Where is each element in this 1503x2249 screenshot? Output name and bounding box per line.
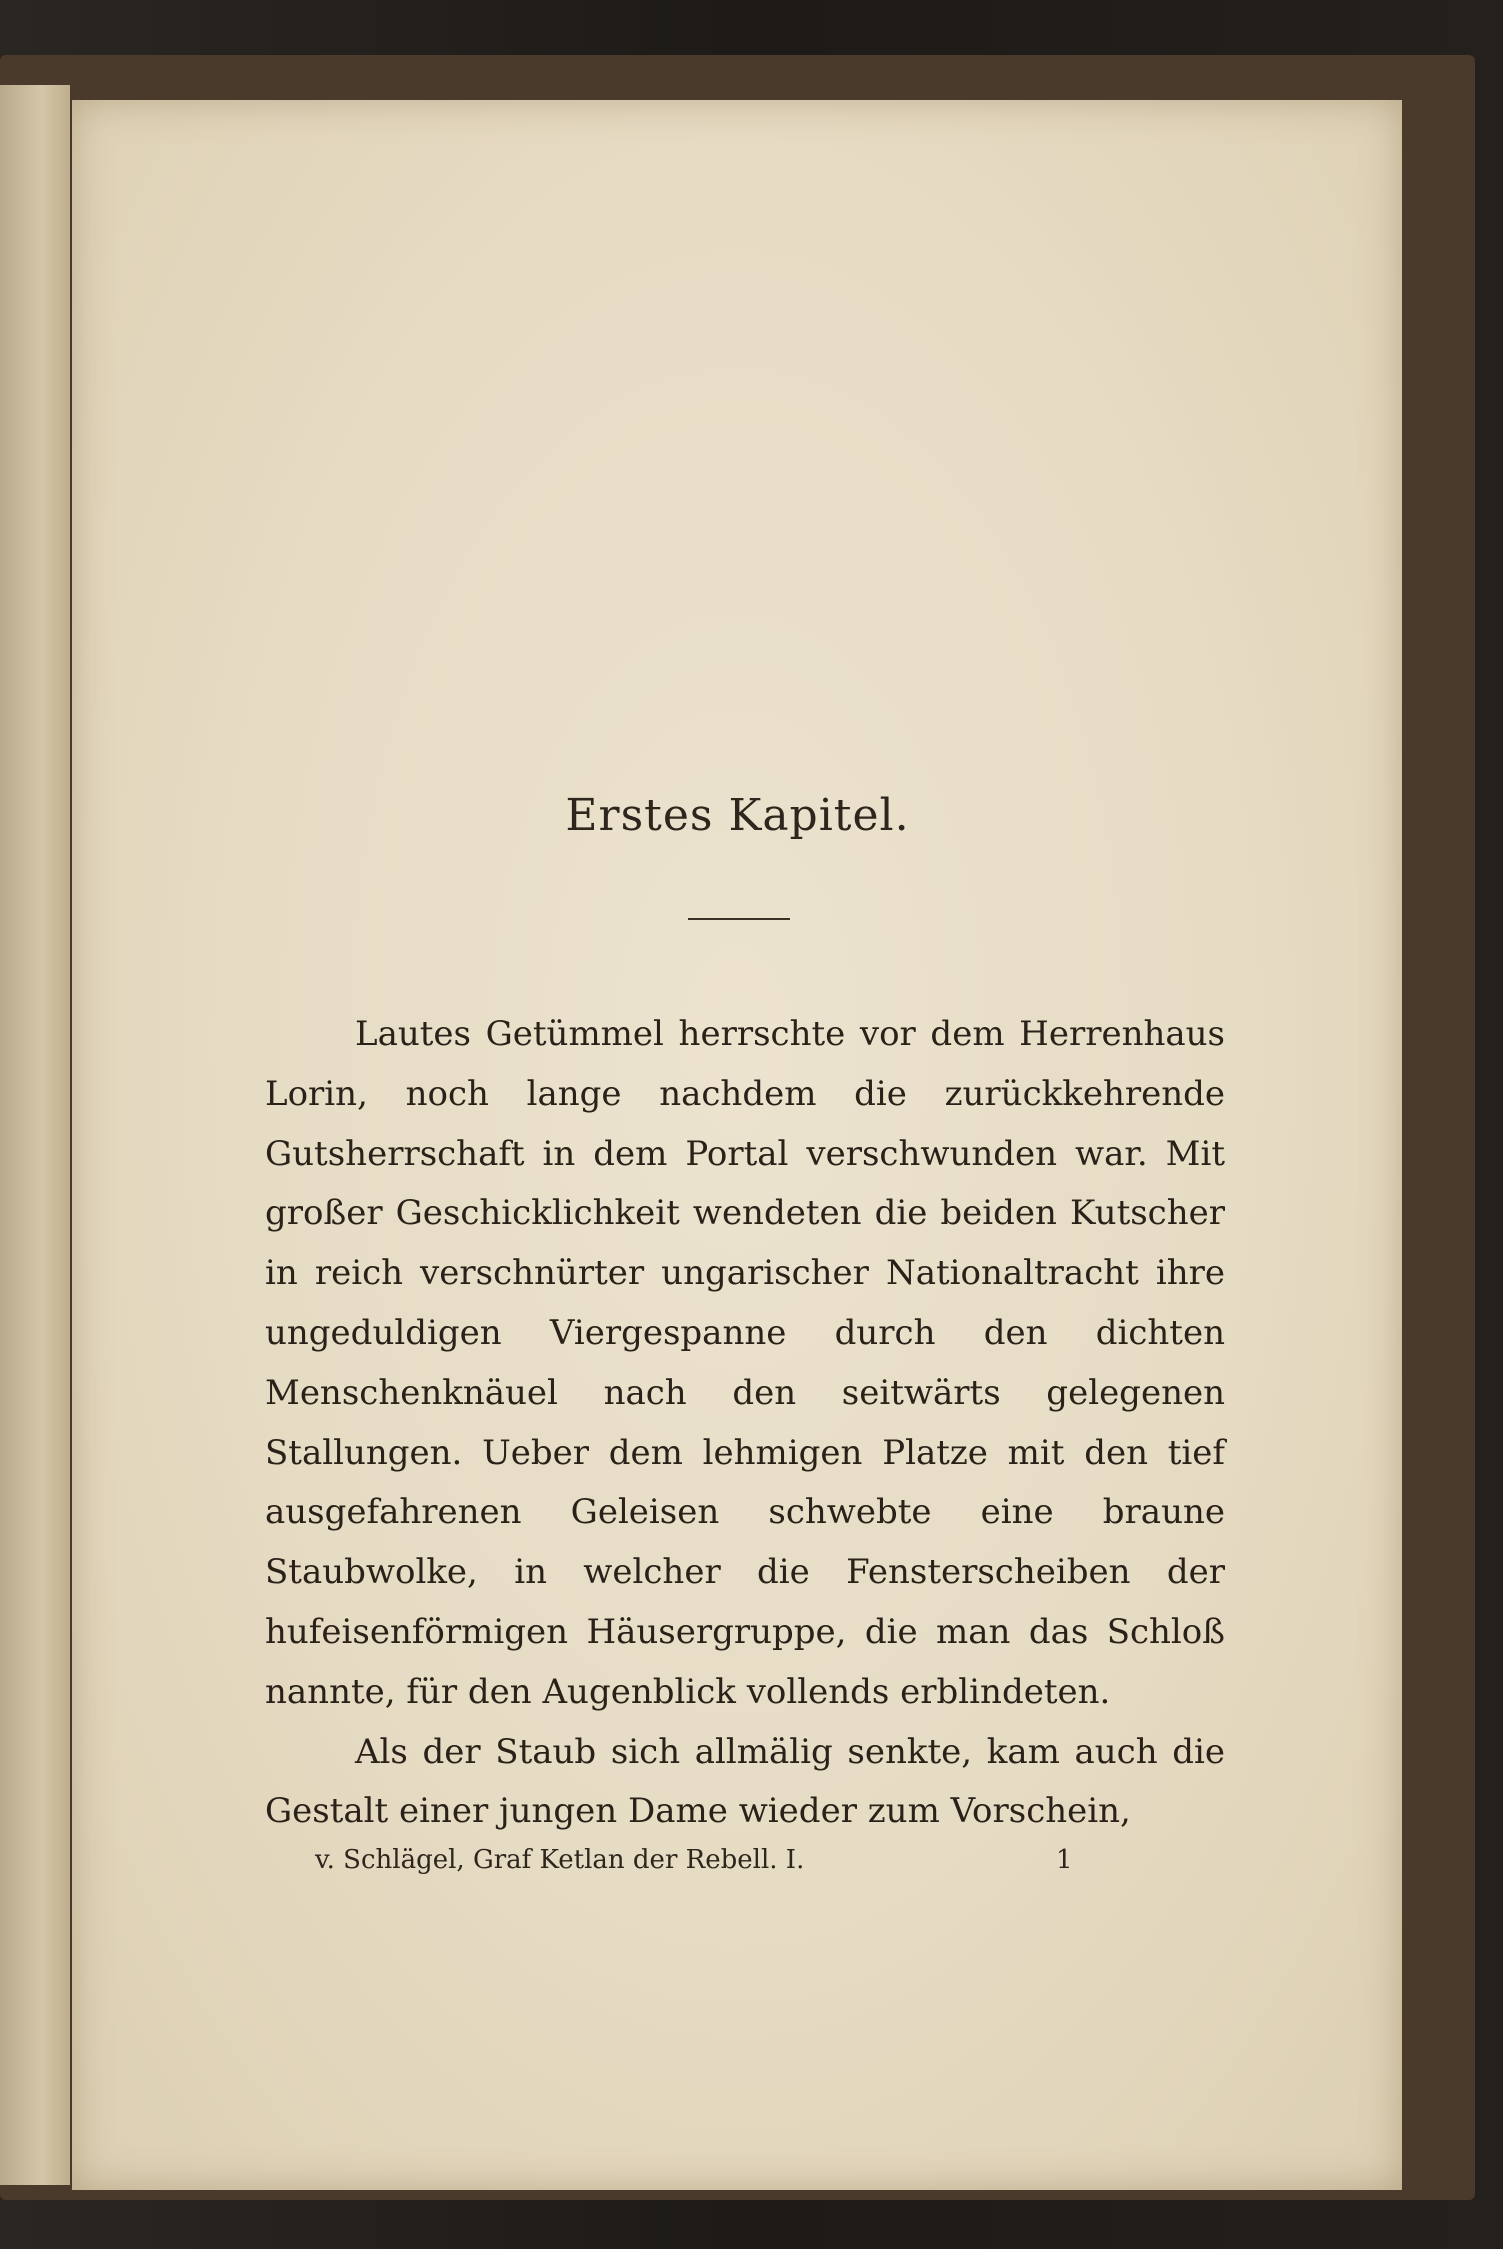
chapter-title: Erstes Kapitel.	[565, 790, 910, 841]
sheet-number: 1	[1056, 1845, 1073, 1875]
paragraph: Als der Staub sich allmälig senkte, kam auch die Gestalt einer jungen Dame wieder zum Vorschein,	[265, 1731, 1225, 1832]
chapter-divider	[688, 918, 790, 920]
footer-signature: v. Schlägel, Graf Ketlan der Rebell. I.	[315, 1845, 805, 1875]
paragraph: Lautes Getümmel herrschte vor dem Herrenhaus Lorin, noch lange nachdem die zurückkehrende Gutsherrschaft in dem Portal verschwunden war. Mit großer Geschicklichkeit wendeten die beiden Kutscher in reich verschnürter ungarischer Nationaltracht ihre ungeduldigen Viergespanne durch den dichten Menschenknäuel nach den seitwärts gelegenen Stallungen. Ueber dem lehmigen Platze mit den tief ausgefahrenen Geleisen schwebte eine braune Staubwolke, in welcher die Fensterscheiben der hufeisenförmigen Häusergruppe, die man das Schloß nannte, für den Augenblick vollends erblindeten.	[265, 1014, 1225, 1712]
body-text	[265, 1005, 1225, 1842]
facing-page-edge	[0, 85, 70, 2185]
